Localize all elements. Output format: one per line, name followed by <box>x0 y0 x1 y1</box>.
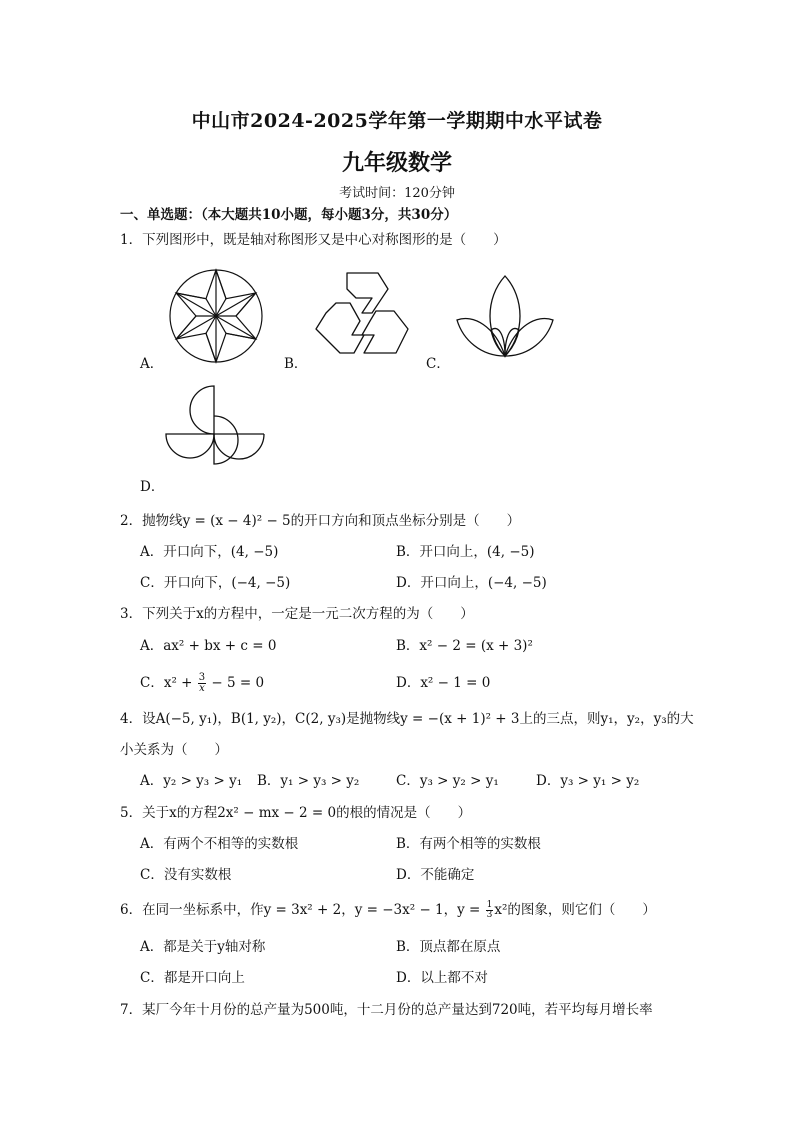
section-heading: 一、单选题：（本大题共10小题，每小题3分，共30分） <box>120 207 458 223</box>
question-5-option-c: C．没有实数根 <box>140 867 232 883</box>
subject-title: 九年级数学 <box>341 150 452 176</box>
question-6-option-c: C．都是开口向上 <box>140 970 245 986</box>
question-1-option-d: D． <box>140 479 165 495</box>
question-6-stem-post: x²的图象，则它们（ ） <box>494 902 656 918</box>
figure-d-pinwheel <box>164 386 266 464</box>
question-4-option-a: A．y₂ > y₃ > y₁ <box>140 773 243 789</box>
exam-time: 考试时间：120分钟 <box>339 186 455 201</box>
question-6-stem <box>120 898 656 920</box>
question-4-option-d: D．y₃ > y₁ > y₂ <box>536 773 640 789</box>
question-5-stem: 5．关于x的方程2x² − mx − 2 = 0的根的情况是（ ） <box>120 805 472 821</box>
question-5-option-b: B．有两个相等的实数根 <box>396 836 541 852</box>
question-2-stem: 2．抛物线y = (x − 4)² − 5的开口方向和顶点坐标分别是（ ） <box>120 513 521 529</box>
question-4-stem-line1: 4．设A(−5, y₁)，B(1, y₂)，C(2, y₃)是抛物线y = −(x + 1)² + 3上的三点，则y₁，y₂，y₃的大 <box>120 711 694 727</box>
question-4-option-b: B．y₁ > y₃ > y₂ <box>257 773 360 789</box>
question-2-option-a: A．开口向下，(4, −5) <box>140 544 279 560</box>
question-3-stem: 3．下列关于x的方程中，一定是一元二次方程的为（ ） <box>120 606 474 622</box>
question-4-option-c: C．y₃ > y₂ > y₁ <box>396 773 499 789</box>
question-3-option-d: D．x² − 1 = 0 <box>396 675 491 691</box>
question-1-stem: 1．下列图形中，既是轴对称图形又是中心对称图形的是（ ） <box>120 232 507 248</box>
question-7-stem: 7．某厂今年十月份的总产量为500吨，十二月份的总产量达到720吨，若平均每月增长率 <box>120 1002 653 1018</box>
fraction-denominator: 3 <box>486 910 493 920</box>
question-5-option-a: A．有两个不相等的实数根 <box>140 836 299 852</box>
question-1-option-a: A． <box>140 356 164 372</box>
question-2-option-d: D．开口向上，(−4, −5) <box>396 575 547 591</box>
question-3-option-a: A．ax² + bx + c = 0 <box>140 638 277 654</box>
figure-b-arrow-hexagons <box>314 271 410 355</box>
fraction-numerator: 1 <box>486 900 493 910</box>
question-4-stem-line2: 小关系为（ ） <box>120 742 228 758</box>
question-6-stem-pre: 6．在同一坐标系中，作y = 3x² + 2，y = −3x² − 1，y = <box>120 902 485 918</box>
question-2-option-b: B．开口向上，(4, −5) <box>396 544 535 560</box>
question-3-option-c <box>140 671 264 694</box>
figure-c-lotus <box>455 274 555 358</box>
question-2-option-c: C．开口向下，(−4, −5) <box>140 575 291 591</box>
question-3-option-c-fraction <box>198 673 206 694</box>
fraction-denominator: x <box>199 683 205 694</box>
question-6-fraction <box>486 901 494 920</box>
question-3-option-c-pre: C．x² + <box>140 675 197 691</box>
question-6-option-b: B．顶点都在原点 <box>396 939 501 955</box>
figure-a-star-circle <box>168 268 264 364</box>
question-6-option-d: D．以上都不对 <box>396 970 488 986</box>
question-1-option-b: B． <box>284 356 308 372</box>
question-5-option-d: D．不能确定 <box>396 867 475 883</box>
question-1-option-c: C． <box>426 356 450 372</box>
exam-title: 中山市2024-2025学年第一学期期中水平试卷 <box>191 110 603 132</box>
question-3-option-c-post: − 5 = 0 <box>207 675 265 691</box>
question-3-option-b: B．x² − 2 = (x + 3)² <box>396 638 533 654</box>
question-6-option-a: A．都是关于y轴对称 <box>140 939 266 955</box>
fraction-numerator: 3 <box>198 672 206 683</box>
